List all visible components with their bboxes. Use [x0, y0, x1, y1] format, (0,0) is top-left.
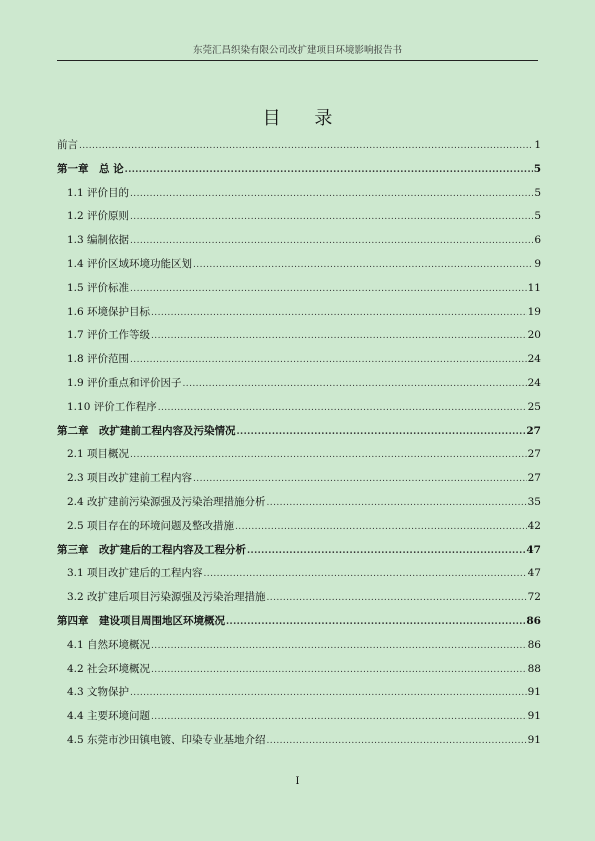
toc-entry-page: 72: [527, 591, 541, 604]
toc-entry[interactable]: [57, 518, 541, 542]
toc-entry-label: 3.1 项目改扩建后的工程内容: [67, 567, 203, 580]
toc-entry-label: 1.5 评价标准: [67, 281, 130, 294]
toc-entry-page: 88: [527, 662, 541, 675]
toc-dot-leader: [183, 377, 527, 389]
toc-dot-leader: [130, 210, 533, 222]
toc-entry-label: 1.1 评价目的: [67, 186, 130, 199]
toc-dot-leader: [235, 520, 527, 532]
toc-entry[interactable]: [57, 732, 541, 756]
toc-entry-label: 第四章 建设项目周围地区环境概况: [57, 614, 225, 627]
toc-entry-page: 27: [526, 424, 541, 437]
toc-dot-leader: [79, 139, 533, 151]
toc-entry[interactable]: [57, 399, 541, 423]
toc-entry-label: 2.4 改扩建前污染源强及污染治理措施分析: [67, 495, 266, 508]
header-divider: [57, 60, 538, 61]
toc-entry[interactable]: [57, 280, 541, 304]
toc-entry-label: 4.1 自然环境概况: [67, 638, 151, 651]
toc-entry-page: 27: [527, 472, 541, 485]
running-header: 东莞汇昌织染有限公司改扩建项目环境影响报告书: [192, 45, 402, 56]
toc-dot-leader: [193, 472, 527, 484]
toc-dot-leader: [130, 353, 527, 365]
toc-dot-leader: [193, 258, 533, 270]
toc-entry[interactable]: [57, 185, 541, 209]
toc-entry-label: 1.4 评价区域环境功能区划: [67, 257, 193, 270]
toc-entry[interactable]: [57, 137, 541, 161]
page-number: I: [295, 776, 300, 787]
toc-entry[interactable]: [57, 304, 541, 328]
toc-entry[interactable]: [57, 446, 541, 470]
toc-entry[interactable]: [57, 494, 541, 518]
toc-entry-page: 86: [527, 638, 541, 651]
toc-entry-page: 24: [527, 353, 541, 366]
toc-chapter-entry[interactable]: [57, 423, 541, 447]
toc-entry-label: 第一章 总 论: [57, 162, 124, 175]
toc-entry-label: 1.9 评价重点和评价因子: [67, 376, 182, 389]
toc-entry-page: 42: [527, 519, 541, 532]
toc-entry-label: 1.10 评价工作程序: [67, 400, 157, 413]
toc-dot-leader: [151, 329, 527, 341]
toc-dot-leader: [158, 401, 527, 413]
toc-entry-page: 47: [526, 543, 541, 556]
toc-entry-page: 5: [534, 210, 541, 223]
toc-entry-label: 4.2 社会环境概况: [67, 662, 151, 675]
toc-entry-page: 91: [527, 733, 541, 746]
toc-dot-leader: [151, 639, 527, 651]
toc-dot-leader: [151, 663, 527, 675]
toc-dot-leader: [130, 187, 533, 199]
toc-entry-page: 1: [534, 139, 541, 151]
toc-dot-leader: [130, 282, 527, 294]
toc-entry-label: 3.2 改扩建后项目污染源强及污染治理措施: [67, 591, 266, 604]
toc-entry-page: 25: [527, 400, 541, 413]
toc-chapter-entry[interactable]: [57, 613, 541, 637]
toc-entry-label: 4.4 主要环境问题: [67, 710, 151, 723]
toc-entry-label: 1.6 环境保护目标: [67, 305, 151, 318]
toc-entry-page: 20: [527, 329, 541, 342]
toc-entry-label: 2.5 项目存在的环境问题及整改措施: [67, 519, 235, 532]
toc-entry[interactable]: [57, 708, 541, 732]
toc-dot-leader: [125, 163, 533, 175]
toc-entry[interactable]: [57, 684, 541, 708]
toc-dot-leader: [130, 686, 527, 698]
toc-entry-page: 6: [534, 234, 541, 247]
toc-entry-page: 27: [527, 448, 541, 461]
toc-entry-label: 前言: [57, 139, 78, 151]
toc-entry-page: 11: [527, 281, 541, 294]
toc-dot-leader: [130, 448, 527, 460]
toc-dot-leader: [151, 306, 527, 318]
toc-entry-page: 91: [527, 686, 541, 699]
toc-dot-leader: [247, 544, 525, 556]
toc-entry[interactable]: [57, 351, 541, 375]
toc-dot-leader: [237, 425, 526, 437]
toc-entry-label: 4.5 东莞市沙田镇电镀、印染专业基地介绍: [67, 733, 266, 746]
toc-entry[interactable]: [57, 208, 541, 232]
toc-entry-page: 86: [526, 614, 541, 627]
toc-entry-page: 5: [534, 186, 541, 199]
toc-entry[interactable]: [57, 232, 541, 256]
toc-entry-page: 24: [527, 376, 541, 389]
toc-entry[interactable]: [57, 661, 541, 685]
toc-entry-page: 47: [527, 567, 541, 580]
table-of-contents: [57, 137, 541, 756]
toc-entry-page: 19: [527, 305, 541, 318]
toc-chapter-entry[interactable]: [57, 161, 541, 185]
toc-entry-label: 第二章 改扩建前工程内容及污染情况: [57, 424, 236, 437]
toc-dot-leader: [151, 710, 527, 722]
toc-entry-label: 1.7 评价工作等级: [67, 329, 151, 342]
toc-entry-page: 35: [527, 495, 541, 508]
toc-entry[interactable]: [57, 470, 541, 494]
toc-entry-label: 1.3 编制依据: [67, 234, 130, 247]
toc-entry[interactable]: [57, 327, 541, 351]
toc-dot-leader: [226, 615, 525, 627]
toc-entry[interactable]: [57, 375, 541, 399]
toc-entry-page: 91: [527, 710, 541, 723]
toc-dot-leader: [267, 734, 527, 746]
toc-dot-leader: [130, 234, 533, 246]
toc-dot-leader: [267, 496, 527, 508]
toc-entry-label: 1.2 评价原则: [67, 210, 130, 223]
toc-entry[interactable]: [57, 565, 541, 589]
page-title: 目 录: [262, 108, 347, 129]
toc-entry-label: 4.3 文物保护: [67, 686, 130, 699]
toc-entry-label: 1.8 评价范围: [67, 353, 130, 366]
toc-entry-label: 第三章 改扩建后的工程内容及工程分析: [57, 543, 246, 556]
toc-entry-label: 2.3 项目改扩建前工程内容: [67, 472, 193, 485]
toc-dot-leader: [267, 591, 527, 603]
toc-entry[interactable]: [57, 256, 541, 280]
toc-entry-label: 2.1 项目概况: [67, 448, 130, 461]
toc-entry[interactable]: [57, 589, 541, 613]
toc-entry[interactable]: [57, 637, 541, 661]
toc-dot-leader: [204, 567, 527, 579]
toc-entry-page: 5: [533, 162, 541, 175]
toc-chapter-entry[interactable]: [57, 542, 541, 566]
toc-entry-page: 9: [534, 257, 541, 270]
